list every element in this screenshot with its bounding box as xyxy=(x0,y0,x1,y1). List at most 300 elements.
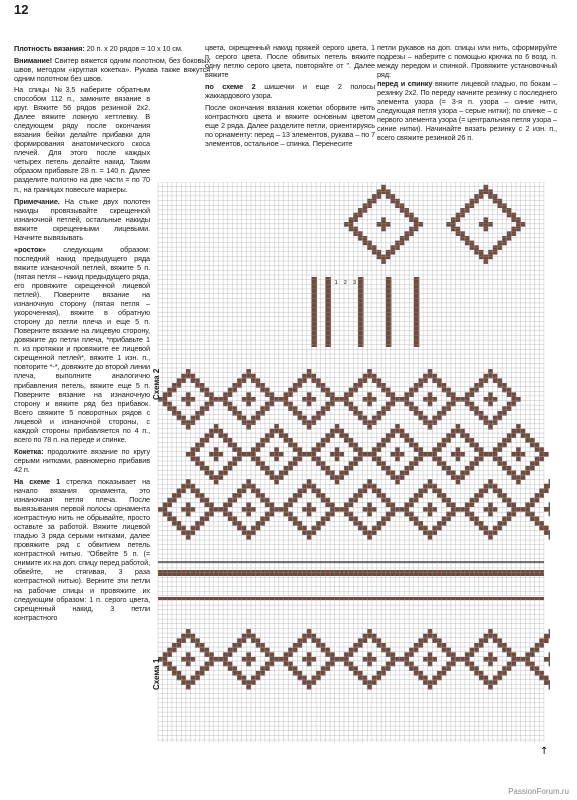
band-diamond xyxy=(395,475,400,480)
band-diamond xyxy=(260,411,265,416)
band-diamond xyxy=(386,466,391,471)
band-diamond xyxy=(218,471,223,476)
band-diamond xyxy=(344,512,349,517)
band-diamond xyxy=(218,507,223,512)
band-diamond xyxy=(251,484,256,489)
band-diamond xyxy=(307,369,312,374)
band-diamond xyxy=(484,378,489,383)
band-diamond xyxy=(502,498,507,503)
schema1-diamond xyxy=(549,680,550,685)
flower-motif xyxy=(377,194,382,199)
flower-motif xyxy=(381,227,386,232)
band-diamond xyxy=(205,392,210,397)
band-diamond xyxy=(451,429,456,434)
flower-motif xyxy=(400,241,405,246)
schema1-diamond xyxy=(544,634,549,639)
band-diamond xyxy=(214,424,219,429)
band-diamond xyxy=(246,530,251,535)
flower-motif xyxy=(381,222,386,227)
band-diamond xyxy=(539,452,544,457)
flower-motif xyxy=(381,189,386,194)
flower-motif xyxy=(484,255,489,260)
band-diamond xyxy=(167,402,172,407)
band-diamond xyxy=(298,416,303,421)
band-diamond xyxy=(544,452,549,457)
band-diamond xyxy=(293,388,298,393)
band-diamond xyxy=(223,502,228,507)
flower-motif xyxy=(377,189,382,194)
band-diamond xyxy=(316,411,321,416)
band-diamond xyxy=(260,493,265,498)
band-diamond xyxy=(293,498,298,503)
band-diamond xyxy=(521,471,526,476)
band-diamond xyxy=(456,457,461,462)
schema1-diamond xyxy=(549,685,550,690)
band-diamond xyxy=(163,512,168,517)
band-diamond xyxy=(209,475,214,480)
band-diamond xyxy=(474,406,479,411)
flower-motif xyxy=(488,222,493,227)
band-diamond xyxy=(191,457,196,462)
band-diamond xyxy=(418,521,423,526)
band-diamond xyxy=(293,521,298,526)
band-diamond xyxy=(311,484,316,489)
band-diamond xyxy=(377,493,382,498)
band-diamond xyxy=(497,521,502,526)
band-diamond xyxy=(442,493,447,498)
schema1-diamond xyxy=(544,676,549,681)
band-diamond xyxy=(307,420,312,425)
band-diamond xyxy=(502,466,507,471)
band-diamond xyxy=(493,488,498,493)
band-diamond xyxy=(488,452,493,457)
band-diamond xyxy=(325,406,330,411)
flower-motif xyxy=(358,213,363,218)
band-diamond xyxy=(530,466,535,471)
band-diamond xyxy=(372,452,377,457)
band-diamond xyxy=(172,406,177,411)
band-diamond xyxy=(349,388,354,393)
band-diamond xyxy=(363,378,368,383)
band-diamond xyxy=(358,452,363,457)
band-diamond xyxy=(246,392,251,397)
band-diamond xyxy=(274,447,279,452)
flower-motif xyxy=(386,250,391,255)
band-diamond xyxy=(516,447,521,452)
band-diamond xyxy=(493,420,498,425)
band-diamond xyxy=(451,402,456,407)
band-diamond xyxy=(288,443,293,448)
band-diamond xyxy=(428,425,433,430)
band-diamond xyxy=(409,388,414,393)
band-diamond xyxy=(391,392,396,397)
band-diamond xyxy=(479,526,484,531)
band-diamond xyxy=(391,507,396,512)
band-diamond xyxy=(511,507,516,512)
band-diamond xyxy=(270,512,275,517)
band-diamond xyxy=(251,378,256,383)
band-diamond xyxy=(163,392,168,397)
band-diamond xyxy=(284,392,289,397)
band-diamond xyxy=(395,447,400,452)
band-diamond xyxy=(391,471,396,476)
band-diamond xyxy=(349,402,354,407)
band-diamond xyxy=(507,433,512,438)
flower-motif xyxy=(386,255,391,260)
band-diamond xyxy=(349,392,354,397)
flower-motif xyxy=(516,217,521,222)
band-diamond xyxy=(409,392,414,397)
band-diamond xyxy=(488,425,493,430)
band-diamond xyxy=(344,402,349,407)
band-diamond xyxy=(246,420,251,425)
band-diamond xyxy=(372,526,377,531)
band-diamond xyxy=(535,461,540,466)
flower-motif xyxy=(460,213,465,218)
band-diamond xyxy=(470,466,475,471)
band-diamond xyxy=(321,438,326,443)
band-diamond xyxy=(232,521,237,526)
band-diamond xyxy=(242,374,247,379)
band-diamond xyxy=(325,438,330,443)
band-diamond xyxy=(335,457,340,462)
band-diamond xyxy=(432,526,437,531)
band-diamond xyxy=(237,526,242,531)
flower-motif xyxy=(493,250,498,255)
flower-motif xyxy=(497,245,502,250)
band-diamond xyxy=(470,443,475,448)
flower-motif xyxy=(377,222,382,227)
flower-motif xyxy=(502,208,507,213)
band-diamond xyxy=(214,452,219,457)
band-diamond xyxy=(353,411,358,416)
band-diamond xyxy=(516,507,521,512)
band-diamond xyxy=(195,457,200,462)
band-diamond xyxy=(549,507,550,512)
band-diamond xyxy=(437,447,442,452)
band-diamond xyxy=(205,433,210,438)
band-diamond xyxy=(484,452,489,457)
band-diamond xyxy=(284,512,289,517)
col2-paragraph: по схеме 2 шишечки и еще 2 полосы жаккардового узора. xyxy=(205,82,375,101)
flower-motif xyxy=(344,222,349,227)
band-diamond xyxy=(344,433,349,438)
band-diamond xyxy=(163,507,168,512)
band-diamond xyxy=(502,461,507,466)
band-diamond xyxy=(363,416,368,421)
band-diamond xyxy=(418,378,423,383)
flower-motif xyxy=(353,217,358,222)
band-diamond xyxy=(409,443,414,448)
band-diamond xyxy=(502,521,507,526)
band-diamond xyxy=(242,416,247,421)
band-diamond xyxy=(195,411,200,416)
band-diamond xyxy=(302,397,307,402)
flower-motif xyxy=(502,203,507,208)
col3-paragraph: петли рукавов на доп. спицы или нить, сформируйте подрезы – наберите с помощью крючка по 6 возд. п. между передом и спинкой. Провяжите установочный ряд: xyxy=(377,43,557,80)
band-diamond xyxy=(298,526,303,531)
band-diamond xyxy=(228,512,233,517)
band-diamond xyxy=(409,466,414,471)
band-diamond xyxy=(381,411,386,416)
band-diamond xyxy=(228,388,233,393)
band-diamond xyxy=(274,457,279,462)
band-diamond xyxy=(497,488,502,493)
band-diamond xyxy=(367,502,372,507)
band-diamond xyxy=(237,521,242,526)
band-diamond xyxy=(535,443,540,448)
flower-motif xyxy=(372,194,377,199)
flower-motif xyxy=(479,250,484,255)
flower-motif xyxy=(479,189,484,194)
band-diamond xyxy=(525,507,530,512)
band-diamond xyxy=(474,461,479,466)
flower-motif xyxy=(367,203,372,208)
band-diamond xyxy=(377,526,382,531)
band-diamond xyxy=(465,438,470,443)
band-diamond xyxy=(470,406,475,411)
band-diamond xyxy=(311,507,316,512)
flower-motif xyxy=(497,203,502,208)
band-diamond xyxy=(381,406,386,411)
band-diamond xyxy=(307,484,312,489)
band-diamond xyxy=(321,498,326,503)
band-diamond xyxy=(353,388,358,393)
col3-bold: перед и спинку xyxy=(377,79,433,89)
band-diamond xyxy=(404,507,409,512)
band-diamond xyxy=(200,466,205,471)
band-diamond xyxy=(270,502,275,507)
band-diamond xyxy=(409,406,414,411)
band-diamond xyxy=(265,512,270,517)
band-diamond xyxy=(181,374,186,379)
band-diamond xyxy=(386,438,391,443)
band-diamond xyxy=(544,484,549,489)
band-diamond xyxy=(497,461,502,466)
band-diamond xyxy=(418,457,423,462)
band-diamond xyxy=(311,530,316,535)
band-diamond xyxy=(423,526,428,531)
flower-motif xyxy=(377,250,382,255)
band-diamond xyxy=(451,512,456,517)
band-diamond xyxy=(432,447,437,452)
band-diamond xyxy=(339,475,344,480)
flower-motif xyxy=(465,241,470,246)
band-diamond xyxy=(479,411,484,416)
flower-motif xyxy=(391,245,396,250)
flower-motif xyxy=(395,245,400,250)
band-diamond xyxy=(530,498,535,503)
band-diamond xyxy=(256,416,261,421)
band-diamond xyxy=(358,457,363,462)
band-diamond xyxy=(507,502,512,507)
flower-motif xyxy=(358,231,363,236)
schema1-diamond xyxy=(549,652,550,657)
band-diamond xyxy=(274,452,279,457)
band-diamond xyxy=(339,433,344,438)
band-diamond xyxy=(256,488,261,493)
band-diamond xyxy=(335,429,340,434)
band-diamond xyxy=(205,471,210,476)
band-diamond xyxy=(372,507,377,512)
schema1-diamond xyxy=(549,657,550,662)
flower-motif xyxy=(488,255,493,260)
band-diamond xyxy=(521,475,526,480)
band-diamond xyxy=(400,397,405,402)
band-diamond xyxy=(228,498,233,503)
band-diamond xyxy=(311,378,316,383)
band-diamond xyxy=(209,429,214,434)
band-diamond xyxy=(349,516,354,521)
schema1-diamond xyxy=(544,680,549,685)
col1-paragraph: Кокетка: продолжите вязание по кругу серыми нитками, равномерно прибавив 42 п. xyxy=(14,446,150,474)
band-diamond xyxy=(479,447,484,452)
band-diamond xyxy=(381,443,386,448)
band-diamond xyxy=(437,526,442,531)
band-diamond xyxy=(232,443,237,448)
band-diamond xyxy=(158,507,163,512)
band-diamond xyxy=(353,493,358,498)
band-diamond xyxy=(242,397,247,402)
band-diamond xyxy=(377,443,382,448)
band-diamond xyxy=(525,512,530,517)
band-diamond xyxy=(186,484,191,489)
flower-motif xyxy=(381,217,386,222)
band-diamond xyxy=(321,466,326,471)
band-diamond xyxy=(260,388,265,393)
band-diamond xyxy=(195,443,200,448)
flower-motif xyxy=(460,236,465,241)
band-diamond xyxy=(386,516,391,521)
band-diamond xyxy=(270,475,275,480)
band-diamond xyxy=(363,526,368,531)
band-diamond xyxy=(535,516,540,521)
band-diamond xyxy=(437,521,442,526)
band-diamond xyxy=(400,429,405,434)
band-diamond xyxy=(339,452,344,457)
band-diamond xyxy=(367,535,372,540)
flower-motif xyxy=(507,231,512,236)
band-diamond xyxy=(428,535,433,540)
band-diamond xyxy=(293,447,298,452)
band-diamond xyxy=(470,516,475,521)
band-diamond xyxy=(330,397,335,402)
band-diamond xyxy=(186,530,191,535)
band-diamond xyxy=(172,521,177,526)
band-diamond xyxy=(451,433,456,438)
band-diamond xyxy=(474,388,479,393)
band-diamond xyxy=(242,530,247,535)
band-diamond xyxy=(298,452,303,457)
band-diamond xyxy=(284,433,289,438)
band-diamond xyxy=(460,433,465,438)
band-diamond xyxy=(395,457,400,462)
band-diamond xyxy=(195,493,200,498)
band-diamond xyxy=(339,429,344,434)
band-diamond xyxy=(274,397,279,402)
band-diamond xyxy=(465,502,470,507)
band-diamond xyxy=(325,402,330,407)
band-diamond xyxy=(191,530,196,535)
band-diamond xyxy=(391,402,396,407)
band-diamond xyxy=(409,438,414,443)
band-diamond xyxy=(167,388,172,393)
band-diamond xyxy=(205,402,210,407)
band-diamond xyxy=(497,416,502,421)
band-diamond xyxy=(470,461,475,466)
band-diamond xyxy=(367,530,372,535)
col1-bold: Кокетка: xyxy=(14,446,44,456)
band-diamond xyxy=(442,461,447,466)
band-diamond xyxy=(414,411,419,416)
band-diamond xyxy=(530,516,535,521)
band-diamond xyxy=(274,429,279,434)
band-diamond xyxy=(367,452,372,457)
band-diamond xyxy=(270,452,275,457)
band-diamond xyxy=(237,452,242,457)
flower-motif xyxy=(511,231,516,236)
band-diamond xyxy=(363,530,368,535)
band-diamond xyxy=(284,466,289,471)
band-diamond xyxy=(511,512,516,517)
band-diamond xyxy=(428,479,433,484)
band-diamond xyxy=(200,516,205,521)
knitting-chart xyxy=(150,182,550,756)
band-diamond xyxy=(428,397,433,402)
band-diamond xyxy=(242,420,247,425)
band-diamond xyxy=(251,530,256,535)
band-diamond xyxy=(279,471,284,476)
band-diamond xyxy=(358,521,363,526)
band-diamond xyxy=(302,452,307,457)
band-diamond xyxy=(502,406,507,411)
band-diamond xyxy=(181,526,186,531)
band-diamond xyxy=(377,416,382,421)
band-diamond xyxy=(167,498,172,503)
band-diamond xyxy=(195,488,200,493)
flower-motif xyxy=(391,194,396,199)
band-diamond xyxy=(437,416,442,421)
band-diamond xyxy=(232,461,237,466)
band-diamond xyxy=(293,406,298,411)
band-diamond xyxy=(316,378,321,383)
band-diamond xyxy=(535,447,540,452)
band-diamond xyxy=(539,493,544,498)
band-diamond xyxy=(456,447,461,452)
band-diamond xyxy=(363,488,368,493)
flower-motif xyxy=(451,222,456,227)
band-diamond xyxy=(191,420,196,425)
band-diamond xyxy=(456,452,461,457)
band-diamond xyxy=(446,402,451,407)
flower-motif xyxy=(484,222,489,227)
band-diamond xyxy=(442,443,447,448)
band-diamond xyxy=(502,388,507,393)
band-diamond xyxy=(177,416,182,421)
band-diamond xyxy=(298,521,303,526)
flower-motif xyxy=(497,241,502,246)
band-diamond xyxy=(511,429,516,434)
flower-motif xyxy=(470,199,475,204)
band-diamond xyxy=(284,507,289,512)
band-diamond xyxy=(251,374,256,379)
band-diamond xyxy=(367,479,372,484)
band-diamond xyxy=(270,397,275,402)
band-diamond xyxy=(302,526,307,531)
band-diamond xyxy=(302,484,307,489)
flower-motif xyxy=(404,208,409,213)
band-diamond xyxy=(205,406,210,411)
